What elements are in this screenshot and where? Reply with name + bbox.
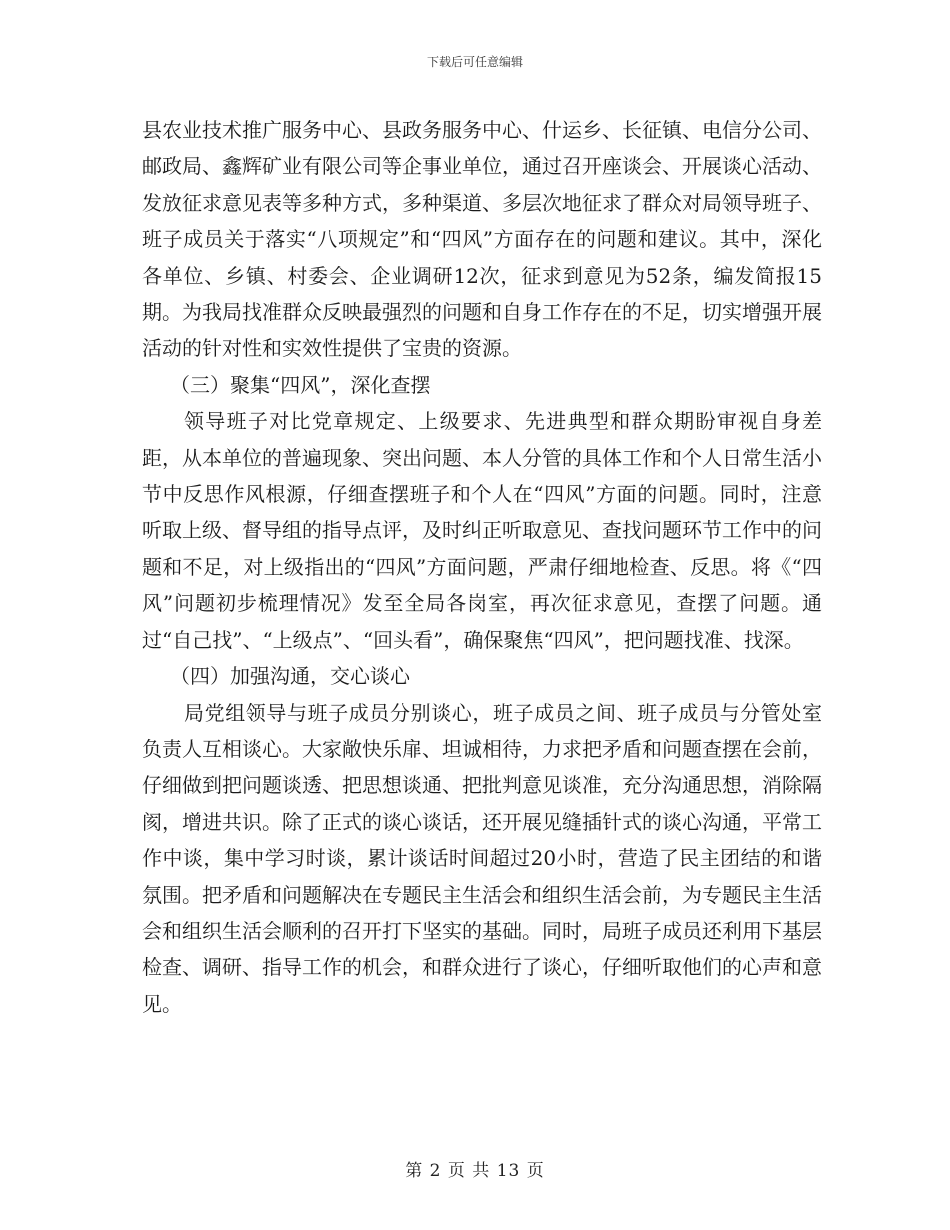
paragraph-consultation: 县农业技术推广服务中心、县政务服务中心、什运乡、长征镇、电信分公司、邮政局、鑫辉矿业有限公司等企事业单位，通过召开座谈会、开展谈心活动、发放征求意见表等多种方式，多种渠道、多层次地征求了群众对局领导班子、班子成员关于落实“八项规定”和“四风”方面存在的问题和建议。其中，深化各单位、乡镇、村委会、企业调研12次，征求到意见为52条，编发简报15期。为我局找准群众反映最强烈的问题和自身工作存在的不足，切实增强开展活动的针对性和实效性提供了宝贵的资源。 xyxy=(142,118,822,361)
paragraph-self-examination: 领导班子对比党章规定、上级要求、先进典型和群众期盼审视自身差距，从本单位的普遍现象、突出问题、本人分管的具体工作和个人日常生活小节中反思作风根源，仔细查摆班子和个人在“四风”方面的问题。同时，注意听取上级、督导组的指导点评，及时纠正听取意见、查找问题环节工作中的问题和不足，对上级指出的“四风”方面问题，严肃仔细地检查、反思。将《“四风”问题初步梳理情况》发至全局各岗室，再次征求意见，查摆了问题。通过“自己找”、“上级点”、“回头看”，确保聚焦“四风”，把问题找准、找深。 xyxy=(142,409,822,652)
section-heading-3: （三）聚集“四风”，深化查摆 xyxy=(170,372,431,397)
page-number-footer: 第 2 页 共 13 页 xyxy=(405,1161,545,1181)
section-heading-4: （四）加强沟通，交心谈心 xyxy=(170,664,410,689)
paragraph-heart-to-heart: 局党组领导与班子成员分别谈心，班子成员之间、班子成员与分管处室负责人互相谈心。大家敞快乐扉、坦诚相待，力求把矛盾和问题查摆在会前，仔细做到把问题谈透、把思想谈通、把批判意见谈准，充分沟通思想，消除隔阂，增进共识。除了正式的谈心谈话，还开展见缝插针式的谈心沟通，平常工作中谈，集中学习时谈，累计谈话时间超过20小时，营造了民主团结的和谐氛围。把矛盾和问题解决在专题民主生活会和组织生活会前，为专题民主生活会和组织生活会顺利的召开打下坚实的基础。同时，局班子成员还利用下基层检查、调研、指导工作的机会，和群众进行了谈心，仔细听取他们的心声和意见。 xyxy=(142,700,822,1016)
document-body xyxy=(142,112,822,1022)
page-header-note: 下载后可任意编辑 xyxy=(426,55,523,69)
